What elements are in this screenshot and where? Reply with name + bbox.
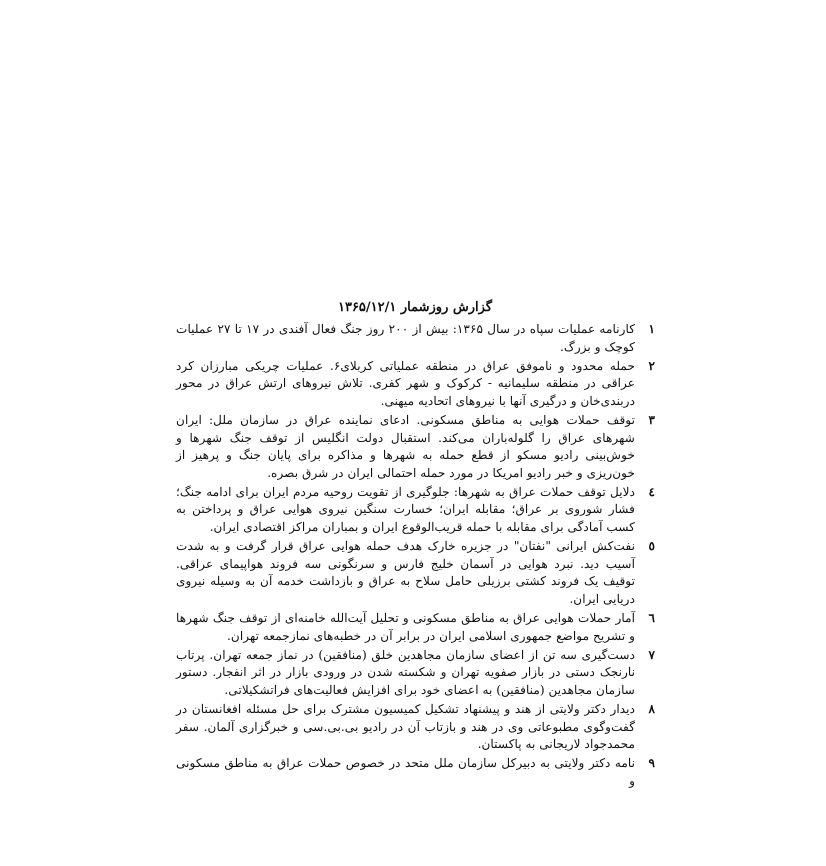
report-title: گزارش روزشمار ۱۳۶۵/۱۲/۱: [337, 300, 493, 315]
list-item: [176, 755, 657, 790]
item-number: ۷: [648, 647, 655, 662]
list-item: [176, 647, 657, 700]
list-item: [176, 412, 657, 482]
item-number: ۹: [648, 756, 655, 771]
list-item: [176, 610, 657, 645]
item-number: ۱: [648, 322, 655, 336]
item-text: دیدار دکتر ولایتی از هند و پیشنهاد تشکیل کمیسیون مشترک برای حل مسئله افغانستان در گفت‌وگوی مطبوعاتی وی در هند و بازتاب آن در رادیو بی.بی.سی و خبرگزاری آلمان. سفر محمدجواد لاریجانی به پاکستان.: [176, 701, 635, 752]
item-number: ۲: [648, 358, 655, 373]
item-text: نفت‌کش ایرانی "نفتان" در جزیره خارک هدف حمله هوایی عراق قرار گرفت و به شدت آسیب دید. نبرد هوایی در آسمان خلیج فارس و سرنگونی سه فروند هواپیمای عراقی. توقیف یک فروند کشتی برزیلی حامل سلاح به عراق و بازداشت خدمه آن به وسیله نیروی دریایی ایران.: [176, 539, 635, 606]
item-text: توقف حملات هوایی به مناطق مسکونی. ادعای نماینده عراق در سازمان ملل: ایران شهرهای عراق را گلوله‌باران می‌کند. استقبال دولت انگلیس از توقف جنگ شهرها و خوش‌بینی رادیو مسکو از قطع حمله به شهرها و مذاکره برای پایان جنگ و پرهیز از خون‌ریزی و خبر رادیو امریکا در مورد حمله احتمالی ایران در شرق بصره.: [176, 412, 635, 480]
item-number: ۸: [648, 701, 655, 716]
list-item: [176, 358, 657, 411]
item-text: کارنامه عملیات سپاه در سال ۱۳۶۵: بیش از ۲۰۰ روز جنگ فعال آفندی در ۱۷ تا ۲۷ عملیات کوچک و بزرگ.: [176, 322, 636, 354]
item-text: نامه دکتر ولایتی به دبیرکل سازمان ملل متحد در خصوص حملات عراق به مناطق مسکونی و: [176, 756, 635, 788]
list-item: [176, 538, 657, 608]
item-text: دست‌گیری سه تن از اعضای سازمان مجاهدین خلق (منافقین) در نماز جمعه تهران. پرتاب نارنجک دستی در بازار صفویه تهران و شکسته شدن در ورودی بازار در اثر انفجار. دستور سازمان مجاهدین (منافقین) به اعضای خود برای افزایش فعالیت‌های فراتشکیلاتی.: [176, 647, 635, 697]
item-number: ۳: [648, 412, 655, 427]
report-items-list: [176, 321, 657, 792]
item-number: ٦: [648, 611, 655, 625]
item-text: حمله محدود و ناموفق عراق در منطقه عملیاتی کربلای۶. عملیات چریکی مبارزان کرد عراقی در منطقه سلیمانیه - کرکوک و شهر کفری. تلاش نیروهای ارتش عراق در محور دربندی‌خان و درگیری آنها با نیروهای اتحادیه میهنی.: [176, 358, 635, 408]
item-number: ٥: [648, 539, 655, 554]
item-number: ٤: [648, 484, 655, 499]
list-item: [176, 321, 657, 356]
list-item: [176, 701, 657, 754]
item-text: آمار حملات هوایی عراق به مناطق مسکونی و تحلیل آیت‌الله خامنه‌ای از توقف جنگ شهرها و تشریح مواضع جمهوری اسلامی ایران در برابر آن در خطبه‌های نمازجمعه تهران.: [176, 611, 635, 643]
list-item: [176, 484, 657, 537]
item-text: دلایل توقف حملات عراق به شهرها: جلوگیری از تقویت روحیه مردم ایران برای ادامه جنگ؛ فشار شوروی بر عراق؛ مقابله ایران؛ خسارت سنگین نیروی هوایی عراق و پرداختن به کسب آمادگی برای مقابله با حمله قریب‌الوقوع ایران و بمباران مراکز اقتصادی ایران.: [176, 484, 635, 535]
